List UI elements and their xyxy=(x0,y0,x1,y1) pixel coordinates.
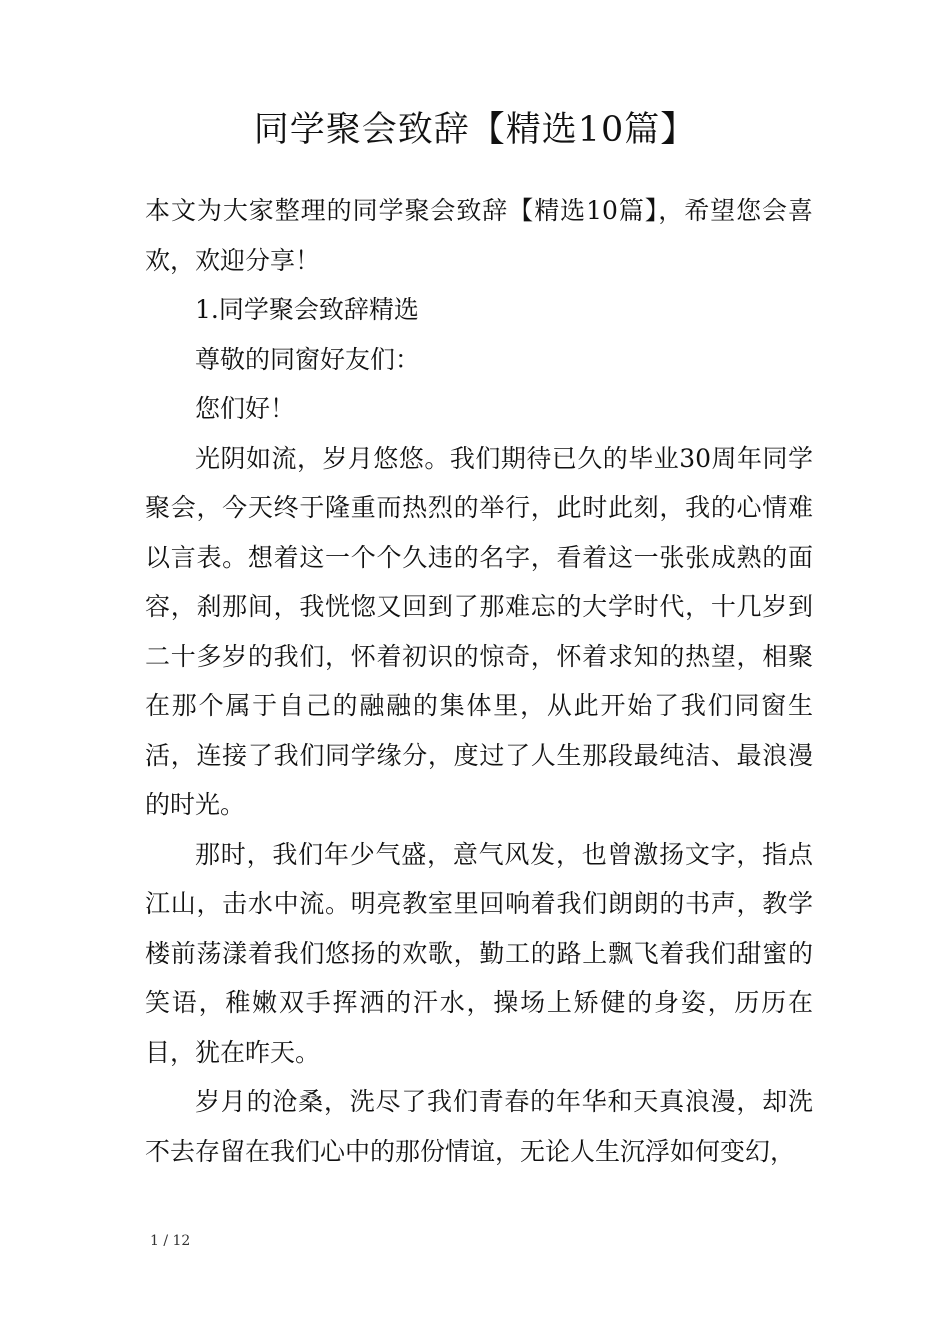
section-heading: 1.同学聚会致辞精选 xyxy=(195,295,419,324)
body-paragraph: 岁月的沧桑，洗尽了我们青春的年华和天真浪漫，却洗不去存留在我们心中的那份情谊，无论人生沉浮如何变幻， xyxy=(145,1087,813,1166)
body-paragraph: 那时，我们年少气盛，意气风发，也曾激扬文字，指点江山，击水中流。明亮教室里回响着我们朗朗的书声，教学楼前荡漾着我们悠扬的欢歌，勤工的路上飘飞着我们甜蜜的笑语，稚嫩双手挥洒的汗水，操场上矫健的身姿，历历在目，犹在昨天。 xyxy=(145,839,813,1067)
salutation: 尊敬的同窗好友们： xyxy=(195,344,421,374)
document-body xyxy=(145,186,813,1176)
greeting: 您们好！ xyxy=(195,394,296,423)
document-title: 同学聚会致辞【精选10篇】 xyxy=(253,110,697,150)
page-number: 1 / 12 xyxy=(150,1233,191,1249)
intro-paragraph: 本文为大家整理的同学聚会致辞【精选10篇】，希望您会喜欢，欢迎分享！ xyxy=(145,196,813,275)
body-paragraph: 光阴如流，岁月悠悠。我们期待已久的毕业30周年同学聚会，今天终于隆重而热烈的举行，此时此刻，我的心情难以言表。想着这一个个久违的名字，看着这一张张成熟的面容，刹那间，我恍惚又回到了那难忘的大学时代，十几岁到二十多岁的我们，怀着初识的惊奇，怀着求知的热望，相聚在那个属于自己的融融的集体里，从此开始了我们同窗生活，连接了我们同学缘分，度过了人生那段最纯洁、最浪漫的时光。 xyxy=(145,443,813,819)
